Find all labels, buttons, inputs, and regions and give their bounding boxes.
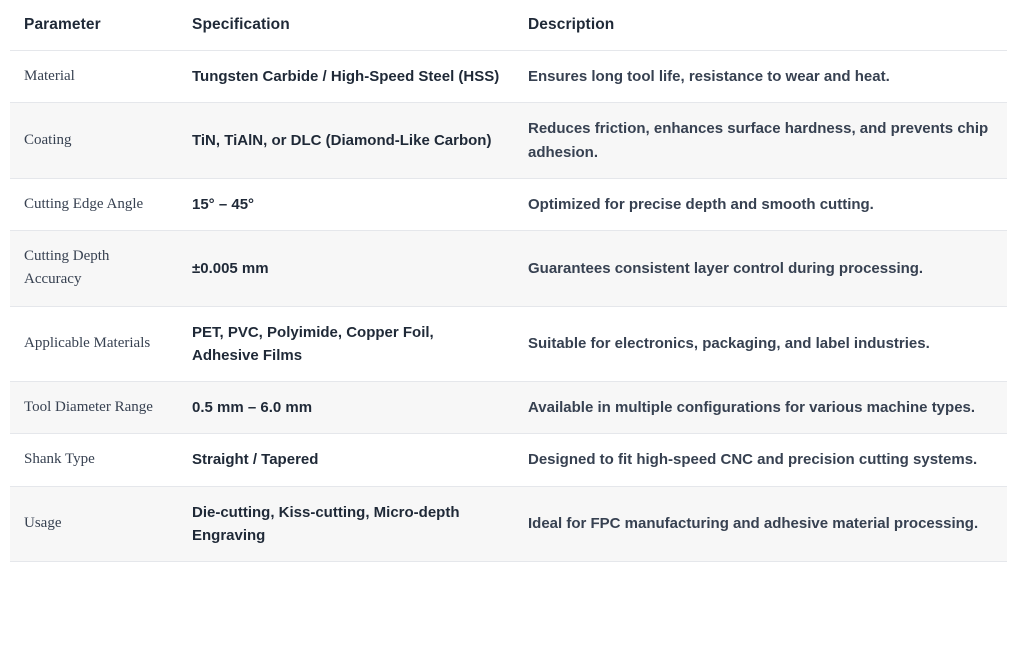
cell-parameter: Shank Type	[10, 434, 178, 486]
cell-specification: Die-cutting, Kiss-cutting, Micro-depth Engraving	[178, 486, 514, 562]
table-row	[10, 103, 1007, 179]
cell-specification: 15° – 45°	[178, 178, 514, 230]
cell-parameter: Usage	[10, 486, 178, 562]
cell-description: Ideal for FPC manufacturing and adhesive material processing.	[514, 486, 1007, 562]
table-row	[10, 486, 1007, 562]
table-row	[10, 178, 1007, 230]
table-body	[10, 51, 1007, 562]
cell-description: Guarantees consistent layer control during processing.	[514, 231, 1007, 307]
cell-parameter: Applicable Materials	[10, 306, 178, 382]
cell-parameter: Coating	[10, 103, 178, 179]
cell-description: Available in multiple configurations for various machine types.	[514, 382, 1007, 434]
cell-description: Ensures long tool life, resistance to wear and heat.	[514, 51, 1007, 103]
cell-parameter: Material	[10, 51, 178, 103]
cell-specification: TiN, TiAlN, or DLC (Diamond-Like Carbon)	[178, 103, 514, 179]
column-header-parameter: Parameter	[10, 0, 178, 51]
cell-parameter: Cutting Edge Angle	[10, 178, 178, 230]
cell-description: Suitable for electronics, packaging, and label industries.	[514, 306, 1007, 382]
cell-description: Designed to fit high-speed CNC and precision cutting systems.	[514, 434, 1007, 486]
cell-specification: 0.5 mm – 6.0 mm	[178, 382, 514, 434]
table-header	[10, 0, 1007, 51]
cell-specification: ±0.005 mm	[178, 231, 514, 307]
table-header-row	[10, 0, 1007, 51]
column-header-specification: Specification	[178, 0, 514, 51]
cell-specification: Tungsten Carbide / High-Speed Steel (HSS)	[178, 51, 514, 103]
table-row	[10, 382, 1007, 434]
table-row	[10, 306, 1007, 382]
table-row	[10, 231, 1007, 307]
cell-parameter: Tool Diameter Range	[10, 382, 178, 434]
table-row	[10, 434, 1007, 486]
cell-specification: Straight / Tapered	[178, 434, 514, 486]
specification-table	[10, 0, 1007, 562]
cell-description: Reduces friction, enhances surface hardness, and prevents chip adhesion.	[514, 103, 1007, 179]
column-header-description: Description	[514, 0, 1007, 51]
cell-description: Optimized for precise depth and smooth cutting.	[514, 178, 1007, 230]
table-row	[10, 51, 1007, 103]
cell-parameter: Cutting Depth Accuracy	[10, 231, 178, 307]
cell-specification: PET, PVC, Polyimide, Copper Foil, Adhesive Films	[178, 306, 514, 382]
